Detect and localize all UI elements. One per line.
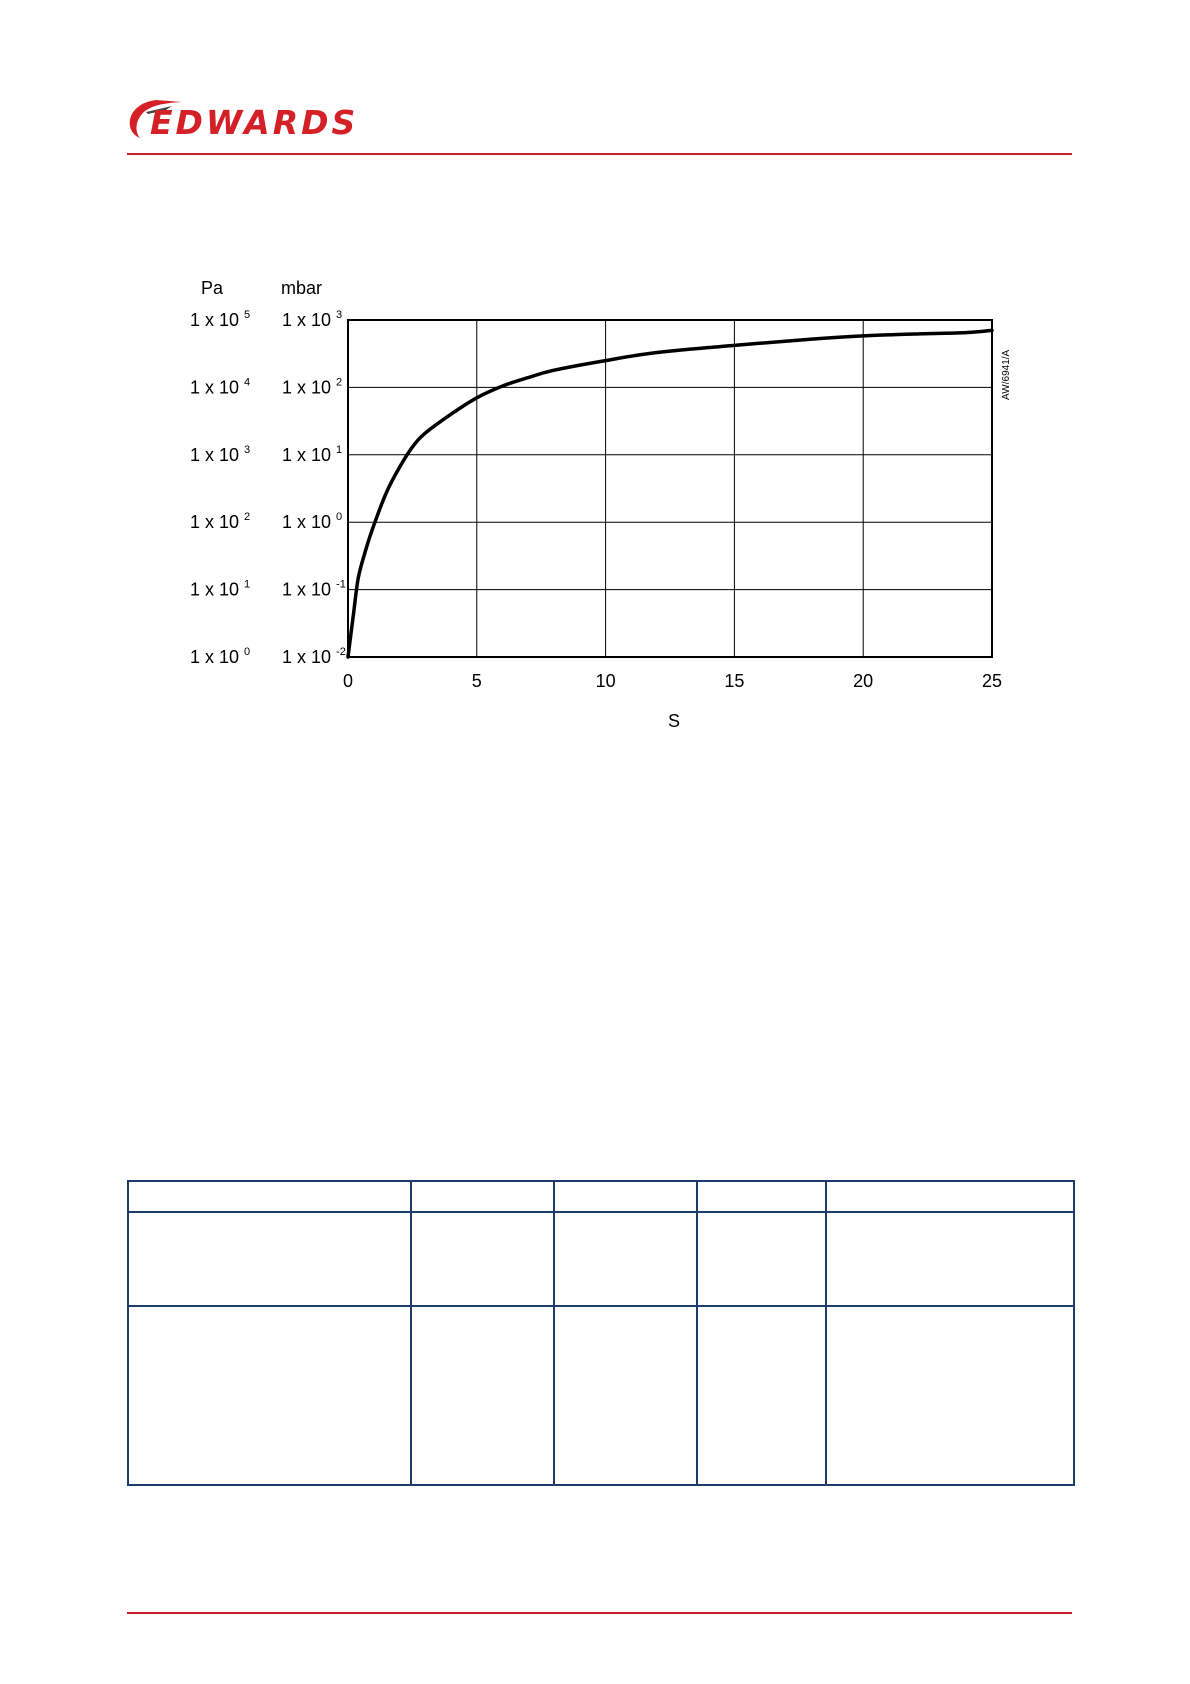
brand-name: EDWARDS	[150, 103, 359, 142]
y-tick-label-mbar: 1 x 10 $^{-2}$	[282, 646, 346, 667]
table-cell	[128, 1212, 411, 1306]
table-cell	[128, 1306, 411, 1485]
y-tick-label-pa: 1 x 10 $^1$	[190, 578, 251, 600]
table-row	[128, 1181, 1074, 1212]
x-tick-label: 5	[471, 671, 482, 691]
y-tick-label-mbar: 1 x 10 $^0$	[282, 511, 343, 533]
y-tick-label-pa: 1 x 10 $^2$	[190, 511, 251, 533]
spec-table	[127, 1180, 1075, 1486]
y-tick-label-mbar: 1 x 10 $^1$	[282, 443, 343, 465]
table-row	[128, 1306, 1074, 1485]
y-tick-label-mbar: 1 x 10 $^2$	[282, 376, 343, 398]
table-cell	[554, 1306, 697, 1485]
y-tick-label-mbar: 1 x 10 $^3$	[282, 309, 343, 330]
table-cell	[554, 1181, 697, 1212]
x-axis-label: S	[667, 711, 681, 731]
table-row	[128, 1212, 1074, 1306]
table-cell	[826, 1306, 1074, 1485]
table-cell	[128, 1181, 411, 1212]
x-tick-label: 15	[724, 671, 745, 691]
table-cell	[697, 1181, 826, 1212]
x-tick-label: 25	[981, 671, 1003, 691]
footer-rule	[127, 1612, 1072, 1614]
table-cell	[697, 1212, 826, 1306]
y-tick-label-pa: 1 x 10 $^3$	[190, 443, 251, 465]
pressure-time-chart	[0, 0, 1190, 760]
table-cell	[554, 1212, 697, 1306]
plot-frame	[348, 320, 992, 657]
x-tick-label: 20	[853, 671, 874, 691]
x-tick-label: 10	[595, 671, 616, 691]
table-cell	[697, 1306, 826, 1485]
pressure-curve	[348, 330, 992, 657]
drawing-reference: AW/6941/A	[1001, 349, 1012, 400]
y-tick-label-pa: 1 x 10 $^0$	[190, 646, 251, 667]
y-axis-label-pa: Pa	[201, 278, 224, 298]
y-tick-label-pa: 1 x 10 $^4$	[190, 376, 251, 398]
table-cell	[826, 1181, 1074, 1212]
table-cell	[826, 1212, 1074, 1306]
table-cell	[411, 1181, 554, 1212]
y-tick-label-pa: 1 x 10 $^5$	[190, 309, 251, 330]
table-cell	[411, 1212, 554, 1306]
y-axis-label-mbar: mbar	[281, 278, 323, 298]
x-tick-label: 0	[342, 671, 354, 691]
y-tick-label-mbar: 1 x 10 $^{-1}$	[282, 578, 346, 600]
table-cell	[411, 1306, 554, 1485]
